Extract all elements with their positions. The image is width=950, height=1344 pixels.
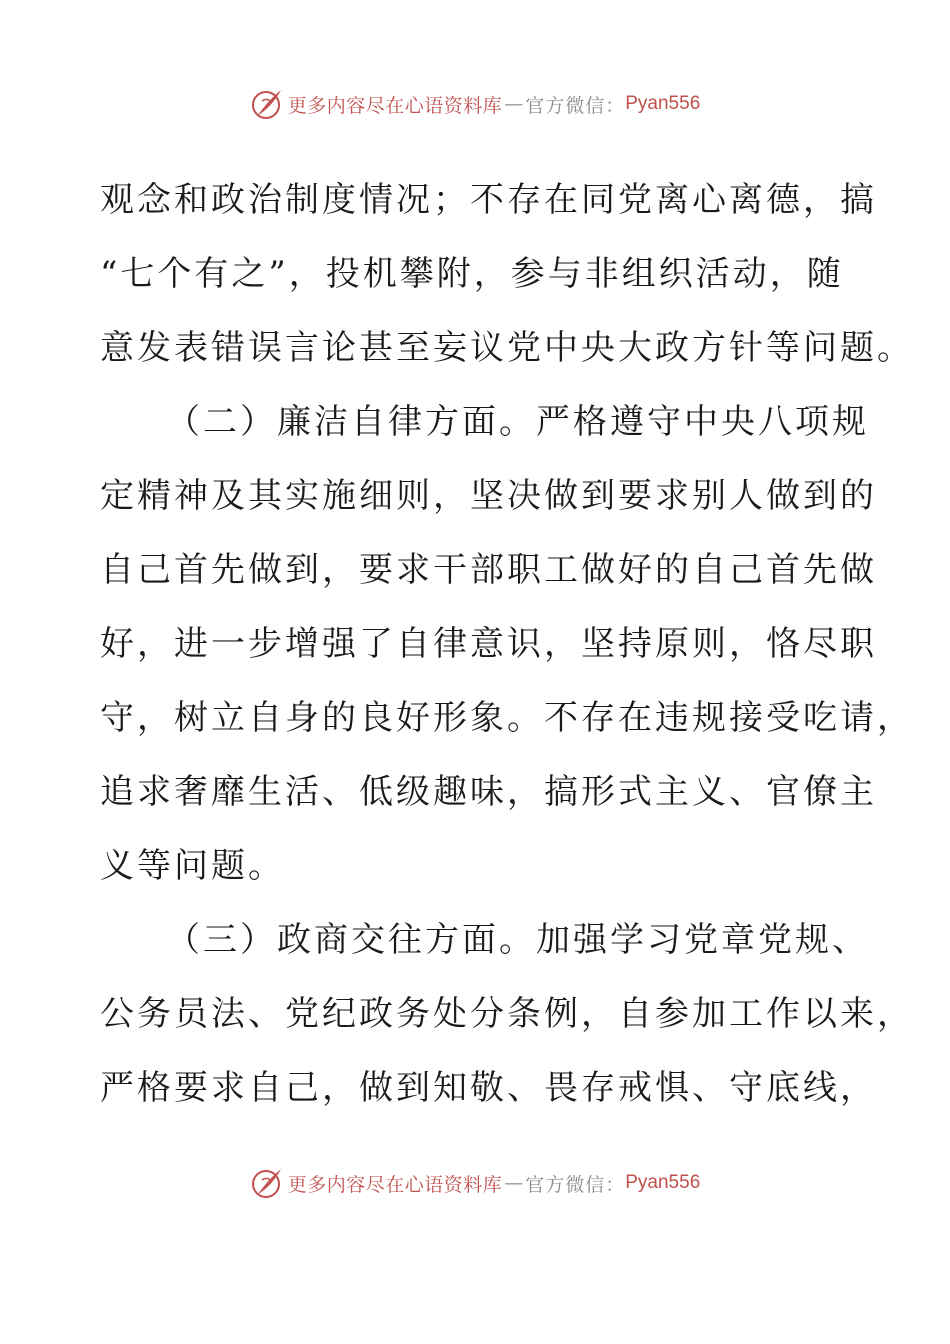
watermark-contact-id: Pyan556 [625,93,701,114]
text-line: 意发表错误言论甚至妄议党中央大政方针等问题。 [100,328,914,368]
section-heading-line: （二）廉洁自律方面。严格遵守中央八项规 [166,402,869,442]
text-line: “七个有之”，投机攀附，参与非组织活动，随 [100,254,844,294]
text-line: 义等问题。 [100,846,285,886]
footer-watermark [0,1163,950,1203]
text-line: 追求奢靡生活、低级趣味，搞形式主义、官僚主 [100,772,877,812]
text-line: 好，进一步增强了自律意识，坚持原则，恪尽职 [100,624,877,664]
text-line: 定精神及其实施细则，坚决做到要求别人做到的 [100,476,877,516]
watermark-brand: 更多内容尽在心语资料库 [287,94,503,117]
text-line: 守，树立自身的良好形象。不存在违规接受吃请， [100,698,914,738]
watermark-separator: — [504,1172,524,1194]
header-watermark [0,84,950,124]
text-line: 观念和政治制度情况；不存在同党离心离德，搞 [100,180,877,220]
watermark-contact-label: 官方微信： [525,94,626,117]
watermark-separator: — [504,93,524,115]
watermark-contact-label: 官方微信： [525,1173,626,1196]
watermark-contact-id: Pyan556 [625,1172,701,1193]
quill-logo-icon [250,1166,284,1200]
text-line: 自己首先做到，要求干部职工做好的自己首先做 [100,550,877,590]
watermark-brand: 更多内容尽在心语资料库 [287,1173,503,1196]
section-heading-line: （三）政商交往方面。加强学习党章党规、 [166,920,869,960]
text-line: 严格要求自己，做到知敬、畏存戒惧、守底线， [100,1068,877,1108]
text-line: 公务员法、党纪政务处分条例，自参加工作以来， [100,994,914,1034]
quill-logo-icon [250,87,284,121]
